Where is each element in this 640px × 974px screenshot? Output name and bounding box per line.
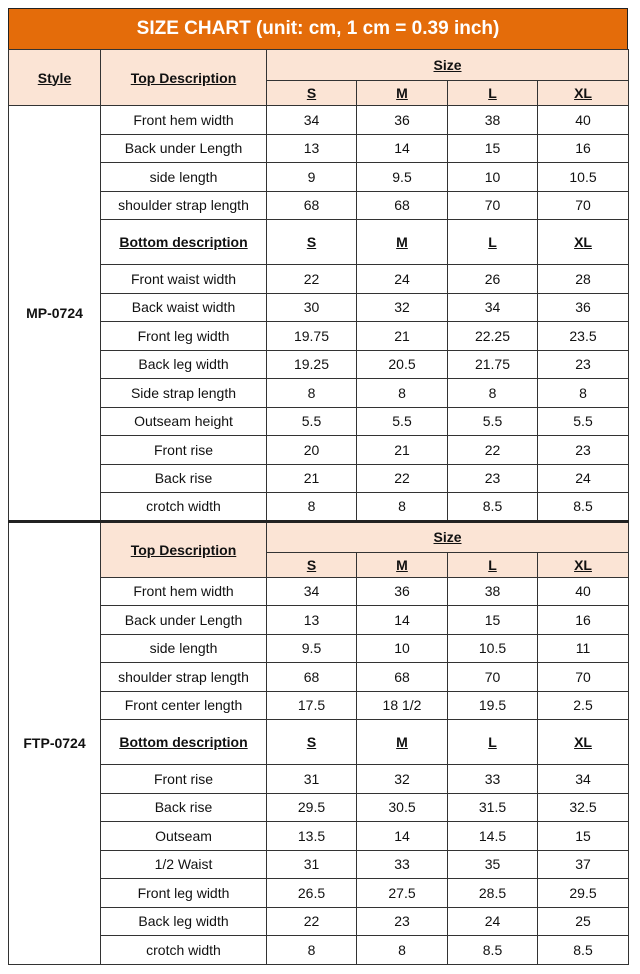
- measurement-value: 13: [267, 134, 357, 163]
- bottom-header-row: [9, 720, 629, 765]
- size-header-row: [9, 521, 629, 552]
- measurement-label: 1/2 Waist: [101, 850, 267, 879]
- measurement-value: 8.5: [448, 936, 538, 965]
- measurement-value: 24: [357, 265, 448, 294]
- measurement-value: 23: [357, 907, 448, 936]
- size-label-xl: XL: [538, 552, 629, 577]
- measurement-value: 22: [357, 464, 448, 493]
- measurement-value: 36: [538, 293, 629, 322]
- measurement-value: 22.25: [448, 322, 538, 351]
- table-row: [9, 293, 629, 322]
- measurement-value: 2.5: [538, 691, 629, 720]
- measurement-value: 36: [357, 577, 448, 606]
- measurement-value: 10: [357, 634, 448, 663]
- measurement-value: 26: [448, 265, 538, 294]
- size-table: [8, 49, 629, 965]
- measurement-value: 9.5: [267, 634, 357, 663]
- measurement-label: Front rise: [101, 765, 267, 794]
- table-row: [9, 793, 629, 822]
- measurement-label: Front leg width: [101, 879, 267, 908]
- measurement-value: 38: [448, 577, 538, 606]
- measurement-value: 9: [267, 163, 357, 192]
- measurement-value: 10: [448, 163, 538, 192]
- measurement-value: 68: [357, 191, 448, 220]
- measurement-value: 13.5: [267, 822, 357, 851]
- table-row: [9, 106, 629, 135]
- table-row: [9, 464, 629, 493]
- size-label-m: M: [357, 81, 448, 106]
- measurement-value: 18 1/2: [357, 691, 448, 720]
- measurement-value: 8: [357, 493, 448, 522]
- top-description-header: Top Description: [101, 521, 267, 577]
- measurement-label: Front rise: [101, 436, 267, 465]
- measurement-label: crotch width: [101, 493, 267, 522]
- measurement-value: 68: [357, 663, 448, 692]
- measurement-value: 21.75: [448, 350, 538, 379]
- size-label-m: M: [357, 720, 448, 765]
- measurement-value: 24: [538, 464, 629, 493]
- table-row: [9, 936, 629, 965]
- measurement-label: Back rise: [101, 793, 267, 822]
- table-row: [9, 663, 629, 692]
- measurement-value: 22: [448, 436, 538, 465]
- top-description-header: Top Description: [101, 50, 267, 106]
- measurement-label: Back waist width: [101, 293, 267, 322]
- style-code: MP-0724: [9, 106, 101, 522]
- table-row: [9, 822, 629, 851]
- measurement-value: 23: [538, 350, 629, 379]
- measurement-value: 33: [448, 765, 538, 794]
- size-header: Size: [267, 521, 629, 552]
- measurement-label: Front center length: [101, 691, 267, 720]
- measurement-value: 68: [267, 663, 357, 692]
- measurement-label: Outseam height: [101, 407, 267, 436]
- measurement-label: Back under Length: [101, 134, 267, 163]
- table-row: [9, 265, 629, 294]
- size-label-xl: XL: [538, 220, 629, 265]
- table-row: [9, 379, 629, 408]
- table-row: [9, 493, 629, 522]
- measurement-value: 11: [538, 634, 629, 663]
- bottom-header-row: [9, 220, 629, 265]
- style-header: Style: [9, 50, 101, 106]
- measurement-value: 14: [357, 822, 448, 851]
- measurement-value: 34: [267, 577, 357, 606]
- measurement-value: 30.5: [357, 793, 448, 822]
- measurement-value: 28.5: [448, 879, 538, 908]
- size-header-row: [9, 50, 629, 81]
- size-label-s: S: [267, 220, 357, 265]
- measurement-value: 34: [448, 293, 538, 322]
- measurement-label: Front leg width: [101, 322, 267, 351]
- bottom-description-header: Bottom description: [101, 220, 267, 265]
- table-row: [9, 634, 629, 663]
- measurement-label: Front hem width: [101, 106, 267, 135]
- measurement-value: 36: [357, 106, 448, 135]
- measurement-value: 8: [357, 379, 448, 408]
- measurement-value: 8: [448, 379, 538, 408]
- measurement-value: 29.5: [267, 793, 357, 822]
- measurement-value: 19.25: [267, 350, 357, 379]
- measurement-value: 19.75: [267, 322, 357, 351]
- measurement-value: 8: [267, 493, 357, 522]
- measurement-label: shoulder strap length: [101, 191, 267, 220]
- measurement-value: 23.5: [538, 322, 629, 351]
- measurement-value: 37: [538, 850, 629, 879]
- measurement-value: 9.5: [357, 163, 448, 192]
- measurement-value: 16: [538, 134, 629, 163]
- measurement-value: 14.5: [448, 822, 538, 851]
- table-row: [9, 606, 629, 635]
- table-row: [9, 350, 629, 379]
- measurement-value: 22: [267, 907, 357, 936]
- measurement-value: 70: [448, 663, 538, 692]
- measurement-value: 40: [538, 577, 629, 606]
- measurement-value: 22: [267, 265, 357, 294]
- measurement-value: 31: [267, 850, 357, 879]
- measurement-value: 30: [267, 293, 357, 322]
- table-row: [9, 163, 629, 192]
- measurement-value: 24: [448, 907, 538, 936]
- measurement-value: 23: [448, 464, 538, 493]
- table-row: [9, 765, 629, 794]
- size-label-s: S: [267, 720, 357, 765]
- measurement-value: 10.5: [538, 163, 629, 192]
- measurement-label: Front hem width: [101, 577, 267, 606]
- measurement-label: shoulder strap length: [101, 663, 267, 692]
- measurement-value: 70: [538, 191, 629, 220]
- size-label-l: L: [448, 220, 538, 265]
- measurement-value: 17.5: [267, 691, 357, 720]
- measurement-value: 27.5: [357, 879, 448, 908]
- chart-title: SIZE CHART (unit: cm, 1 cm = 0.39 inch): [8, 8, 628, 49]
- measurement-value: 38: [448, 106, 538, 135]
- size-header: Size: [267, 50, 629, 81]
- measurement-label: Back under Length: [101, 606, 267, 635]
- size-label-m: M: [357, 552, 448, 577]
- measurement-value: 5.5: [357, 407, 448, 436]
- measurement-value: 8: [267, 379, 357, 408]
- measurement-value: 15: [448, 606, 538, 635]
- measurement-value: 21: [357, 322, 448, 351]
- measurement-value: 29.5: [538, 879, 629, 908]
- measurement-value: 8.5: [538, 936, 629, 965]
- measurement-label: side length: [101, 634, 267, 663]
- measurement-value: 8: [267, 936, 357, 965]
- measurement-value: 19.5: [448, 691, 538, 720]
- measurement-value: 40: [538, 106, 629, 135]
- measurement-value: 10.5: [448, 634, 538, 663]
- measurement-value: 70: [538, 663, 629, 692]
- measurement-value: 70: [448, 191, 538, 220]
- bottom-description-header: Bottom description: [101, 720, 267, 765]
- measurement-value: 35: [448, 850, 538, 879]
- measurement-value: 31.5: [448, 793, 538, 822]
- size-label-xl: XL: [538, 720, 629, 765]
- measurement-value: 5.5: [267, 407, 357, 436]
- measurement-value: 14: [357, 606, 448, 635]
- measurement-value: 8.5: [448, 493, 538, 522]
- style-code: FTP-0724: [9, 521, 101, 964]
- measurement-value: 8: [357, 936, 448, 965]
- measurement-value: 23: [538, 436, 629, 465]
- measurement-value: 8.5: [538, 493, 629, 522]
- table-row: [9, 907, 629, 936]
- measurement-value: 15: [538, 822, 629, 851]
- measurement-label: Side strap length: [101, 379, 267, 408]
- table-row: [9, 322, 629, 351]
- table-row: [9, 577, 629, 606]
- measurement-value: 20: [267, 436, 357, 465]
- measurement-value: 31: [267, 765, 357, 794]
- measurement-label: Outseam: [101, 822, 267, 851]
- size-label-l: L: [448, 720, 538, 765]
- measurement-label: Front waist width: [101, 265, 267, 294]
- measurement-value: 34: [267, 106, 357, 135]
- measurement-label: Back leg width: [101, 907, 267, 936]
- measurement-value: 25: [538, 907, 629, 936]
- measurement-label: side length: [101, 163, 267, 192]
- measurement-value: 8: [538, 379, 629, 408]
- measurement-value: 15: [448, 134, 538, 163]
- table-row: [9, 691, 629, 720]
- size-label-l: L: [448, 81, 538, 106]
- table-row: [9, 850, 629, 879]
- measurement-value: 14: [357, 134, 448, 163]
- measurement-label: Back rise: [101, 464, 267, 493]
- measurement-value: 13: [267, 606, 357, 635]
- measurement-label: crotch width: [101, 936, 267, 965]
- size-label-s: S: [267, 552, 357, 577]
- measurement-value: 68: [267, 191, 357, 220]
- measurement-value: 26.5: [267, 879, 357, 908]
- measurement-label: Back leg width: [101, 350, 267, 379]
- table-row: [9, 879, 629, 908]
- measurement-value: 21: [357, 436, 448, 465]
- measurement-value: 20.5: [357, 350, 448, 379]
- size-label-m: M: [357, 220, 448, 265]
- measurement-value: 5.5: [448, 407, 538, 436]
- size-chart: [8, 8, 628, 965]
- measurement-value: 21: [267, 464, 357, 493]
- measurement-value: 28: [538, 265, 629, 294]
- measurement-value: 32: [357, 293, 448, 322]
- measurement-value: 16: [538, 606, 629, 635]
- measurement-value: 34: [538, 765, 629, 794]
- measurement-value: 32: [357, 765, 448, 794]
- size-label-l: L: [448, 552, 538, 577]
- size-label-s: S: [267, 81, 357, 106]
- measurement-value: 5.5: [538, 407, 629, 436]
- table-row: [9, 436, 629, 465]
- table-row: [9, 134, 629, 163]
- measurement-value: 33: [357, 850, 448, 879]
- table-row: [9, 191, 629, 220]
- table-row: [9, 407, 629, 436]
- size-label-xl: XL: [538, 81, 629, 106]
- measurement-value: 32.5: [538, 793, 629, 822]
